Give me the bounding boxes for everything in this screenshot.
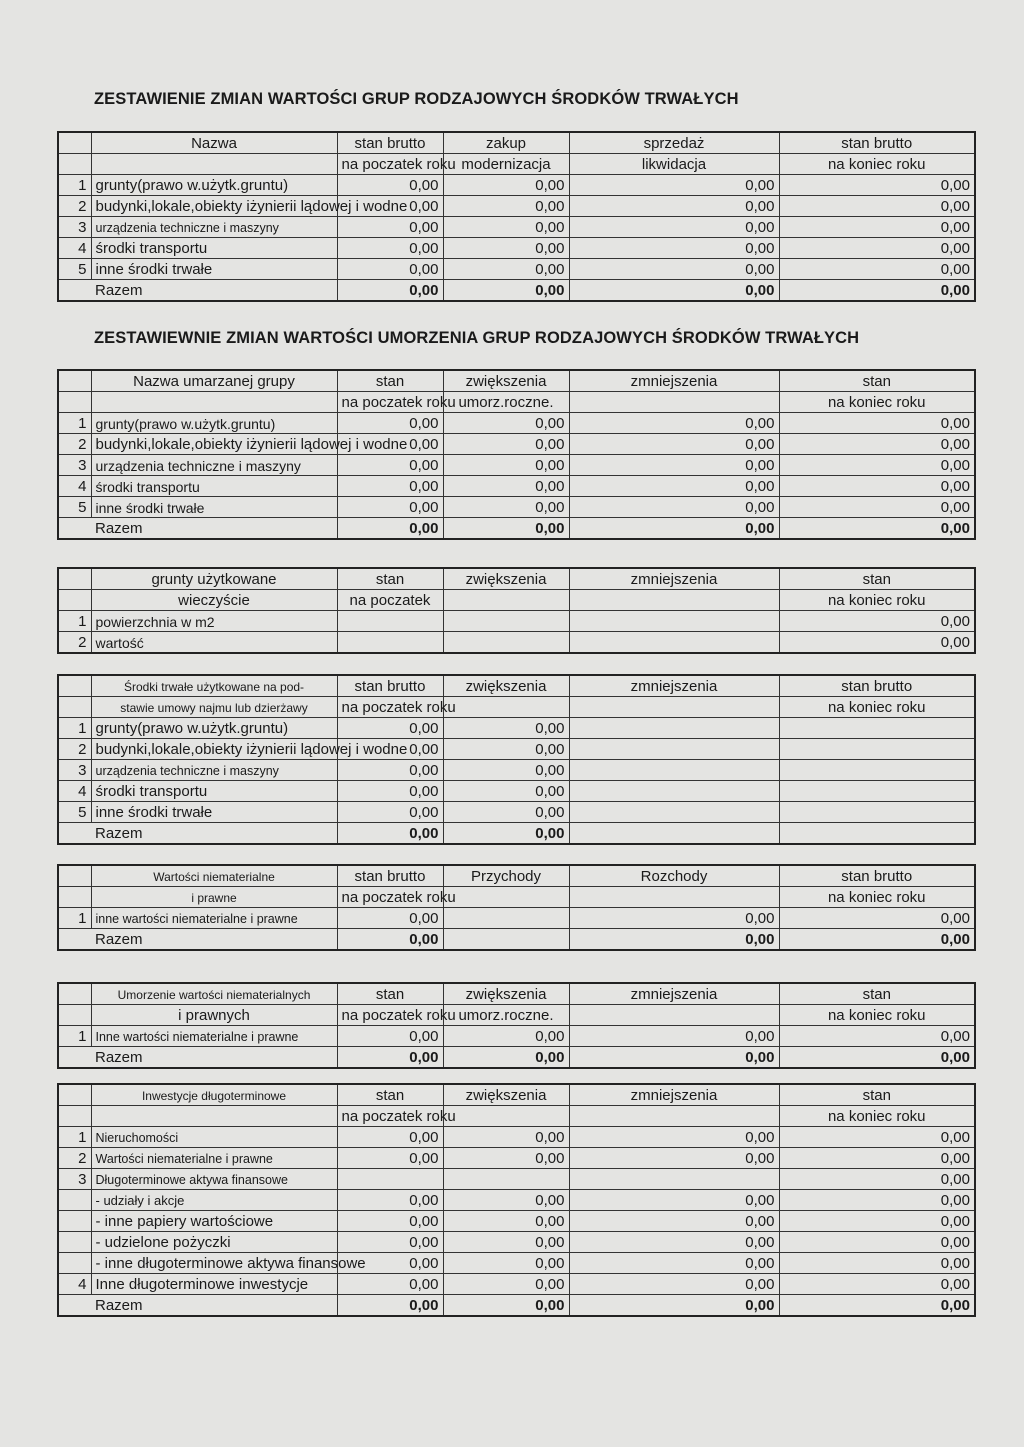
cell-value: 0,00 — [569, 476, 779, 497]
cell-value: 0,00 — [779, 1148, 975, 1169]
total-row — [58, 280, 975, 302]
section2-title: ZESTAWIEWNIE ZMIAN WARTOŚCI UMORZENIA GRUP RODZAJOWYCH ŚRODKÓW TRWAŁYCH — [94, 329, 860, 347]
cell-value: 0,00 — [569, 1232, 779, 1253]
row-number: 5 — [58, 259, 91, 280]
cell-value: 0,00 — [337, 497, 443, 518]
cell-value: 0,00 — [337, 175, 443, 196]
cell-value: 0,00 — [569, 1274, 779, 1295]
subheader: i prawne — [91, 887, 337, 908]
total-value: 0,00 — [779, 280, 975, 302]
table-row — [58, 1190, 975, 1211]
cell-value: 0,00 — [443, 1190, 569, 1211]
total-value: 0,00 — [779, 518, 975, 540]
total-value: 0,00 — [779, 1295, 975, 1317]
subheader: na poczatek roku — [337, 1005, 443, 1026]
row-label: grunty(prawo w.użytk.gruntu) — [91, 718, 337, 739]
subheader: na poczatek roku — [337, 154, 443, 175]
subheader: wieczyście — [91, 590, 337, 611]
col-header-increase: zwiększenia — [443, 370, 569, 392]
col-header-start: stan — [337, 983, 443, 1005]
row-number: 3 — [58, 217, 91, 238]
row-label: środki transportu — [91, 781, 337, 802]
cell-value: 0,00 — [779, 1127, 975, 1148]
subheader: na koniec roku — [779, 887, 975, 908]
row-label: urządzenia techniczne i maszyny — [91, 760, 337, 781]
total-value: 0,00 — [443, 280, 569, 302]
table-row — [58, 476, 975, 497]
subheader: na poczatek roku — [337, 1106, 443, 1127]
long-term-investments-table — [57, 1083, 976, 1317]
total-label: Razem — [58, 929, 337, 951]
subheader: na koniec roku — [779, 154, 975, 175]
subheader: stawie umowy najmu lub dzierżawy — [91, 697, 337, 718]
col-header-name: Wartości niematerialne — [91, 865, 337, 887]
cell-value: 0,00 — [443, 739, 569, 760]
row-label: inne środki trwałe — [91, 259, 337, 280]
table-row — [58, 238, 975, 259]
subheader: umorz.roczne. — [443, 392, 569, 413]
row-label: grunty(prawo w.użytk.gruntu) — [91, 175, 337, 196]
row-label: urządzenia techniczne i maszyny — [91, 217, 337, 238]
total-value: 0,00 — [337, 823, 443, 845]
row-label: Wartości niematerialne i prawne — [91, 1148, 337, 1169]
row-label: Nieruchomości — [91, 1127, 337, 1148]
col-header-decrease: zmniejszenia — [569, 983, 779, 1005]
col-header-name: Środki trwałe użytkowane na pod- — [91, 675, 337, 697]
col-header-decrease: zmniejszenia — [569, 675, 779, 697]
table-row — [58, 908, 975, 929]
cell-value: 0,00 — [443, 1026, 569, 1047]
cell-value: 0,00 — [569, 1190, 779, 1211]
total-value: 0,00 — [337, 1295, 443, 1317]
total-value: 0,00 — [569, 929, 779, 951]
total-row — [58, 518, 975, 540]
cell-value: 0,00 — [779, 413, 975, 434]
cell-value: 0,00 — [779, 238, 975, 259]
cell-value — [569, 1169, 779, 1190]
row-number: 5 — [58, 802, 91, 823]
cell-value: 0,00 — [779, 1232, 975, 1253]
row-label: - udziały i akcje — [91, 1190, 337, 1211]
cell-value: 0,00 — [569, 175, 779, 196]
row-label: środki transportu — [91, 476, 337, 497]
cell-value: 0,00 — [337, 1148, 443, 1169]
cell-value: 0,00 — [569, 455, 779, 476]
cell-value: 0,00 — [337, 1253, 443, 1274]
cell-value: 0,00 — [337, 1190, 443, 1211]
row-label: inne środki trwałe — [91, 802, 337, 823]
total-label: Razem — [58, 280, 337, 302]
col-header-end: stan brutto — [779, 865, 975, 887]
cell-value: 0,00 — [337, 739, 443, 760]
subheader: na poczatek roku — [337, 392, 443, 413]
section1-title: ZESTAWIENIE ZMIAN WARTOŚCI GRUP RODZAJOWYCH ŚRODKÓW TRWAŁYCH — [94, 90, 739, 108]
row-number: 2 — [58, 632, 91, 654]
cell-value: 0,00 — [779, 632, 975, 654]
cell-value: 0,00 — [779, 175, 975, 196]
table-row — [58, 739, 975, 760]
cell-value: 0,00 — [443, 455, 569, 476]
col-header-start: stan — [337, 1084, 443, 1106]
cell-value: 0,00 — [569, 413, 779, 434]
cell-value: 0,00 — [569, 259, 779, 280]
cell-value: 0,00 — [443, 217, 569, 238]
col-header-increase: zwiększenia — [443, 675, 569, 697]
row-label: - udzielone pożyczki — [91, 1232, 337, 1253]
table-row — [58, 632, 975, 654]
row-number: 2 — [58, 739, 91, 760]
col-header-decrease: zmniejszenia — [569, 370, 779, 392]
row-number: 1 — [58, 1127, 91, 1148]
cell-value: 0,00 — [569, 217, 779, 238]
cell-value: 0,00 — [443, 175, 569, 196]
total-value: 0,00 — [337, 929, 443, 951]
subheader: na koniec roku — [779, 1005, 975, 1026]
total-value: 0,00 — [443, 1047, 569, 1069]
cell-value: 0,00 — [779, 611, 975, 632]
cell-value: 0,00 — [569, 1253, 779, 1274]
total-value: 0,00 — [779, 1047, 975, 1069]
row-number: 4 — [58, 781, 91, 802]
subheader: i prawnych — [91, 1005, 337, 1026]
total-row — [58, 929, 975, 951]
total-value: 0,00 — [443, 518, 569, 540]
cell-value: 0,00 — [779, 497, 975, 518]
row-number: 3 — [58, 1169, 91, 1190]
row-number: 1 — [58, 908, 91, 929]
col-header-end: stan brutto — [779, 132, 975, 154]
subheader: na poczatek roku — [337, 697, 443, 718]
table-row — [58, 455, 975, 476]
total-value: 0,00 — [443, 1295, 569, 1317]
cell-value: 0,00 — [779, 217, 975, 238]
subheader: likwidacja — [569, 154, 779, 175]
cell-value: 0,00 — [443, 1274, 569, 1295]
cell-value: 0,00 — [337, 238, 443, 259]
cell-value: 0,00 — [337, 217, 443, 238]
total-row — [58, 1295, 975, 1317]
col-header-increase: zwiększenia — [443, 1084, 569, 1106]
intangible-assets-table — [57, 864, 976, 951]
cell-value: 0,00 — [337, 760, 443, 781]
total-value: 0,00 — [337, 280, 443, 302]
row-number — [58, 1253, 91, 1274]
cell-value: 0,00 — [569, 908, 779, 929]
cell-value: 0,00 — [443, 413, 569, 434]
no-header — [58, 132, 91, 154]
total-value: 0,00 — [569, 1295, 779, 1317]
row-label: wartość — [91, 632, 337, 654]
col-header-start: stan brutto — [337, 675, 443, 697]
table-row — [58, 497, 975, 518]
row-label: inne środki trwałe — [91, 497, 337, 518]
cell-value: 0,00 — [337, 1274, 443, 1295]
row-number: 1 — [58, 413, 91, 434]
subheader: na koniec roku — [779, 697, 975, 718]
table-row — [58, 217, 975, 238]
table-row — [58, 196, 975, 217]
cell-value: 0,00 — [779, 196, 975, 217]
col-header-start: stan — [337, 370, 443, 392]
col-header-name: Umorzenie wartości niematerialnych — [91, 983, 337, 1005]
table-row — [58, 175, 975, 196]
subheader: na poczatek — [337, 590, 443, 611]
cell-value: 0,00 — [337, 718, 443, 739]
cell-value: 0,00 — [337, 908, 443, 929]
col-header-end: stan brutto — [779, 675, 975, 697]
cell-value: 0,00 — [779, 1026, 975, 1047]
row-number: 1 — [58, 611, 91, 632]
row-label: inne wartości niematerialne i prawne — [91, 908, 337, 929]
row-number — [58, 1232, 91, 1253]
col-header-purchase: zakup — [443, 132, 569, 154]
table-row — [58, 1148, 975, 1169]
row-number: 2 — [58, 434, 91, 455]
table-row — [58, 413, 975, 434]
cell-value: 0,00 — [569, 1148, 779, 1169]
row-number: 4 — [58, 238, 91, 259]
row-label: grunty(prawo w.użytk.gruntu) — [91, 413, 337, 434]
col-header-start: stan brutto — [337, 865, 443, 887]
cell-value: 0,00 — [443, 1232, 569, 1253]
row-label: budynki,lokale,obiekty iżynierii lądowej i wodne — [91, 196, 337, 217]
table-row — [58, 718, 975, 739]
cell-value: 0,00 — [443, 718, 569, 739]
perpetual-usufruct-table — [57, 567, 976, 654]
total-value: 0,00 — [337, 518, 443, 540]
subheader: na koniec roku — [779, 1106, 975, 1127]
total-row — [58, 1047, 975, 1069]
table-row — [58, 1169, 975, 1190]
col-header-name: Inwestycje długoterminowe — [91, 1084, 337, 1106]
total-value: 0,00 — [443, 823, 569, 845]
col-header-expense: Rozchody — [569, 865, 779, 887]
table-row — [58, 1127, 975, 1148]
cell-value: 0,00 — [569, 1127, 779, 1148]
row-label: - inne papiery wartościowe — [91, 1211, 337, 1232]
cell-value: 0,00 — [443, 802, 569, 823]
cell-value: 0,00 — [443, 259, 569, 280]
row-number: 1 — [58, 1026, 91, 1047]
row-number: 4 — [58, 476, 91, 497]
row-number: 2 — [58, 1148, 91, 1169]
row-number — [58, 1211, 91, 1232]
table-row — [58, 259, 975, 280]
row-number: 5 — [58, 497, 91, 518]
cell-value: 0,00 — [337, 1232, 443, 1253]
table-row — [58, 1232, 975, 1253]
row-number: 1 — [58, 175, 91, 196]
row-number: 3 — [58, 455, 91, 476]
cell-value: 0,00 — [337, 1026, 443, 1047]
cell-value: 0,00 — [337, 1127, 443, 1148]
total-label: Razem — [58, 518, 337, 540]
table-row — [58, 802, 975, 823]
cell-value — [443, 1169, 569, 1190]
total-label: Razem — [58, 1047, 337, 1069]
col-header-name: Nazwa — [91, 132, 337, 154]
col-header-end: stan — [779, 983, 975, 1005]
cell-value: 0,00 — [779, 908, 975, 929]
intangible-depreciation-table — [57, 982, 976, 1069]
col-header-increase: zwiększenia — [443, 568, 569, 590]
total-value: 0,00 — [337, 1047, 443, 1069]
cell-value: 0,00 — [443, 196, 569, 217]
row-label: powierzchnia w m2 — [91, 611, 337, 632]
cell-value: 0,00 — [569, 1211, 779, 1232]
cell-value — [337, 1169, 443, 1190]
subheader: umorz.roczne. — [443, 1005, 569, 1026]
cell-value: 0,00 — [569, 1026, 779, 1047]
fixed-assets-gross-table — [57, 131, 976, 302]
cell-value: 0,00 — [779, 476, 975, 497]
cell-value: 0,00 — [779, 1169, 975, 1190]
cell-value: 0,00 — [443, 476, 569, 497]
row-number: 3 — [58, 760, 91, 781]
depreciation-table — [57, 369, 976, 540]
total-value: 0,00 — [569, 518, 779, 540]
col-header-end: stan — [779, 370, 975, 392]
total-label: Razem — [58, 823, 337, 845]
cell-value: 0,00 — [443, 238, 569, 259]
cell-value: 0,00 — [443, 497, 569, 518]
total-value: 0,00 — [569, 1047, 779, 1069]
col-header-end: stan — [779, 568, 975, 590]
table-row — [58, 781, 975, 802]
row-label: Inne wartości niematerialne i prawne — [91, 1026, 337, 1047]
cell-value: 0,00 — [779, 1190, 975, 1211]
row-number: 2 — [58, 196, 91, 217]
cell-value: 0,00 — [443, 434, 569, 455]
cell-value: 0,00 — [337, 476, 443, 497]
cell-value: 0,00 — [337, 259, 443, 280]
table-row — [58, 1211, 975, 1232]
cell-value: 0,00 — [779, 1274, 975, 1295]
col-header-increase: zwiększenia — [443, 983, 569, 1005]
cell-value: 0,00 — [337, 1211, 443, 1232]
table-row — [58, 1253, 975, 1274]
col-header-name: grunty użytkowane — [91, 568, 337, 590]
row-label: budynki,lokale,obiekty iżynierii lądowej i wodne — [91, 434, 337, 455]
row-number — [58, 1190, 91, 1211]
cell-value: 0,00 — [779, 455, 975, 476]
cell-value: 0,00 — [337, 781, 443, 802]
col-header-start: stan — [337, 568, 443, 590]
col-header-decrease: zmniejszenia — [569, 568, 779, 590]
row-label: środki transportu — [91, 238, 337, 259]
table-row — [58, 434, 975, 455]
total-value: 0,00 — [779, 929, 975, 951]
row-number: 4 — [58, 1274, 91, 1295]
cell-value: 0,00 — [443, 760, 569, 781]
subheader: na poczatek roku — [337, 887, 443, 908]
row-label: urządzenia techniczne i maszyny — [91, 455, 337, 476]
leased-assets-table — [57, 674, 976, 845]
col-header-sale: sprzedaż — [569, 132, 779, 154]
col-header-name: Nazwa umarzanej grupy — [91, 370, 337, 392]
cell-value: 0,00 — [569, 434, 779, 455]
subheader: na koniec roku — [779, 590, 975, 611]
col-header-end: stan — [779, 1084, 975, 1106]
table-row — [58, 760, 975, 781]
cell-value: 0,00 — [443, 781, 569, 802]
subheader: na koniec roku — [779, 392, 975, 413]
cell-value: 0,00 — [443, 1127, 569, 1148]
table-row — [58, 1026, 975, 1047]
cell-value: 0,00 — [569, 196, 779, 217]
col-header-income: Przychody — [443, 865, 569, 887]
cell-value: 0,00 — [569, 238, 779, 259]
table-row — [58, 611, 975, 632]
row-label: Inne długoterminowe inwestycje — [91, 1274, 337, 1295]
cell-value: 0,00 — [779, 1253, 975, 1274]
cell-value: 0,00 — [443, 1253, 569, 1274]
cell-value: 0,00 — [779, 434, 975, 455]
subheader: modernizacja — [443, 154, 569, 175]
cell-value: 0,00 — [337, 802, 443, 823]
cell-value: 0,00 — [337, 196, 443, 217]
total-value: 0,00 — [569, 280, 779, 302]
cell-value: 0,00 — [337, 413, 443, 434]
cell-value: 0,00 — [569, 497, 779, 518]
total-row — [58, 823, 975, 845]
cell-value: 0,00 — [337, 434, 443, 455]
cell-value: 0,00 — [779, 259, 975, 280]
col-header-start: stan brutto — [337, 132, 443, 154]
cell-value: 0,00 — [443, 1148, 569, 1169]
total-label: Razem — [58, 1295, 337, 1317]
col-header-decrease: zmniejszenia — [569, 1084, 779, 1106]
row-number: 1 — [58, 718, 91, 739]
cell-value: 0,00 — [443, 1211, 569, 1232]
row-label: budynki,lokale,obiekty iżynierii lądowej i wodne — [91, 739, 337, 760]
row-label: Długoterminowe aktywa finansowe — [91, 1169, 337, 1190]
cell-value: 0,00 — [779, 1211, 975, 1232]
table-row — [58, 1274, 975, 1295]
row-label: - inne długoterminowe aktywa finansowe — [91, 1253, 337, 1274]
cell-value: 0,00 — [337, 455, 443, 476]
